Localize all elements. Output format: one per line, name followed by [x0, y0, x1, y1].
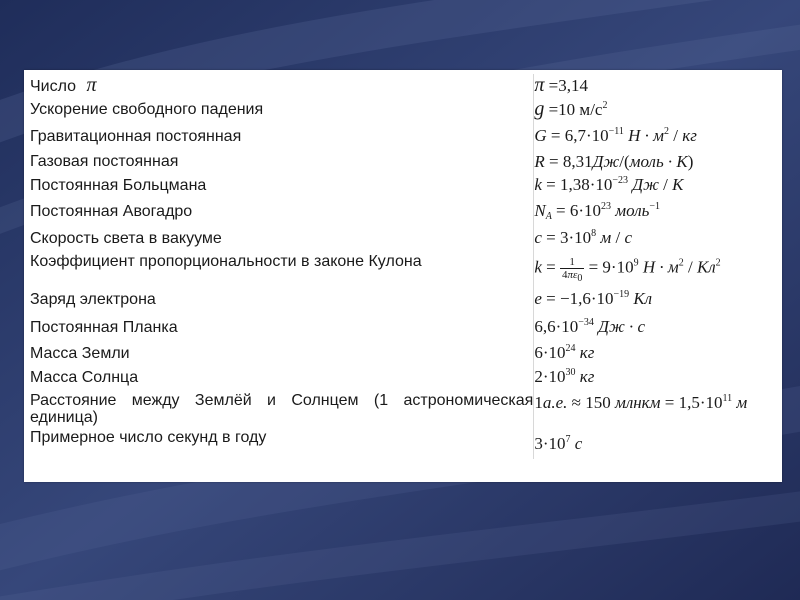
row-name: Масса Солнца: [30, 368, 139, 386]
row-value: $c = 3\cdot 10^8$ м / с: [534, 225, 780, 251]
row-value: $2\cdot 10^{30}$ кг: [534, 365, 780, 389]
table-row: [30, 251, 780, 285]
table-row: [30, 285, 780, 313]
row-value: $6\cdot 10^{24}$ кг: [534, 341, 780, 365]
table-row: [30, 341, 780, 365]
row-value: $k = 1,38\cdot 10^{-23}$ Дж / К: [534, 173, 780, 197]
row-name: Постоянная Планка: [30, 318, 178, 336]
table-row: [30, 122, 780, 150]
table-row: [30, 150, 780, 173]
row-value: $G = 6,7\cdot 10^{-11}$ $Н \cdot м^2$ / кг: [534, 122, 780, 150]
row-name: Постоянная Авогадро: [30, 202, 193, 220]
row-name: Масса Земли: [30, 344, 130, 362]
constants-table: [30, 74, 780, 459]
row-name-pi: [30, 74, 534, 97]
row-name: Коэффициент пропорциональности в законе Кулона: [30, 253, 422, 270]
row-name: Примерное число секунд в году: [30, 429, 267, 446]
row-name: Газовая постоянная: [30, 153, 179, 170]
row-value: k = $\frac{1}{4\pi\varepsilon_0}$ = $9\cdot 10^9$ $Н \cdot м^2 / Кл^2$: [534, 251, 780, 285]
table-row: [30, 173, 780, 197]
table-row: [30, 197, 780, 225]
row-name: Ускорение свободного падения: [30, 101, 264, 118]
row-label: Число: [30, 77, 77, 95]
row-name: Скорость света в вакууме: [30, 229, 222, 247]
row-value: 1а.е. ≈ 150 млнкм = $1,5\cdot 10^{11}$ м: [534, 389, 780, 429]
row-value: $N_A = 6\cdot 10^{23}$ моль$^{-1}$: [534, 197, 780, 225]
row-name: Гравитационная постоянная: [30, 127, 242, 145]
fraction: $\frac{1}{4\pi\varepsilon_0}$: [561, 255, 583, 284]
table-row: [30, 97, 780, 122]
row-value: $6,6\cdot 10^{-34}$ Дж · с: [534, 313, 780, 341]
row-value: $3\cdot 10^7$ с: [534, 429, 780, 459]
row-name: Расстояние между Землёй и Солнцем (1 астрономическая единица): [30, 392, 534, 426]
table-row: [30, 313, 780, 341]
table-row: [30, 74, 780, 97]
row-name: Постоянная Больцмана: [30, 176, 207, 194]
row-value: g =10 $м/с^2$: [534, 97, 780, 122]
table-row: [30, 389, 780, 429]
table-row: [30, 429, 780, 459]
row-name: Заряд электрона: [30, 290, 156, 308]
table-row: [30, 225, 780, 251]
table-row: [30, 365, 780, 389]
constants-panel: [24, 70, 782, 482]
row-value: $e = -1,6\cdot 10^{-19}$ Кл: [534, 285, 780, 313]
row-value-pi: π =3,14: [534, 74, 780, 97]
row-value: R = 8,31Дж/(моль · К): [534, 150, 780, 173]
pi-symbol: π: [86, 73, 97, 96]
